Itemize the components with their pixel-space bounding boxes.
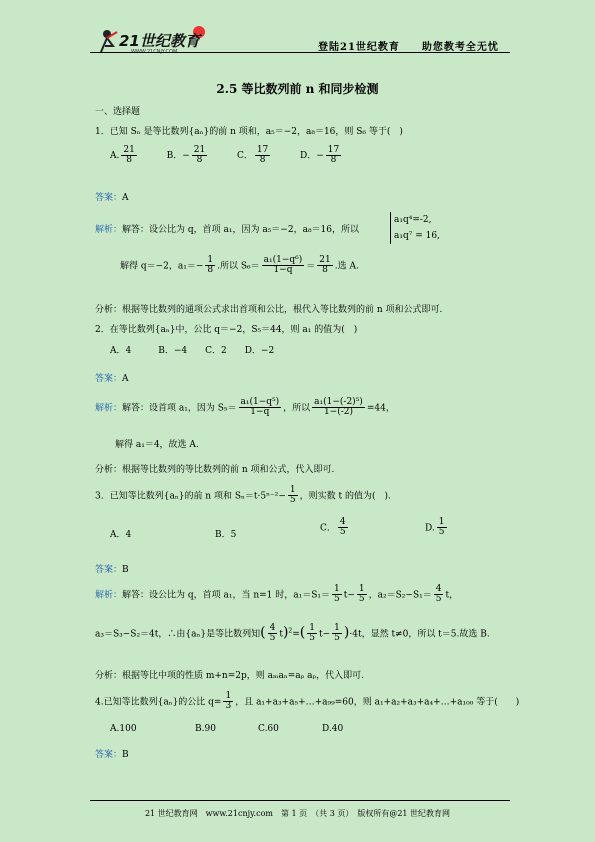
q1-analysis-line1: 解析：解答：设公比为 q，首项 a₁，因为 a₅＝−2，a₈＝16，所以 (95, 225, 360, 235)
page-title: 2.5 等比数列前 n 和同步检测 (216, 82, 379, 96)
q3-stem: 3．已知等比数列{aₙ}的前 n 项和 Sₙ＝t·5ⁿ⁻²− $\frac{1}{5}$ ，则实数 t 的值为( ). (95, 485, 391, 506)
q4-answer: 答案：B (95, 750, 129, 760)
q2-analysis-line1: 解析：解答：设首项 a₁，因为 S₅＝ $\frac{\text{a₁(1−q⁵)}}{1-q}$ ，所以 $\frac{\text{a₁(1−(-2)⁵)}}{1-(-2)}$ =44， (95, 397, 395, 418)
q1-options (110, 146, 343, 166)
q1-stem: 1．已知 Sₙ 是等比数列{aₙ}的前 n 项和，a₅＝−2，a₈＝16，则 S₆ 等于( ) (95, 127, 403, 137)
q4-option-b: B.90 (195, 724, 216, 734)
q1-option-c: C． $\frac{17}{8}$ (236, 145, 269, 166)
q1-analysis-line2: 解得 q＝−2，a₁＝− $\frac{1}{8}$ .所以 S₆＝ $\frac{\text{a₁(1−q⁶)}}{1-q}$ ＝ $\frac{21}{8}$ .选 A. (120, 255, 359, 276)
svg-text:21世纪教育: 21世纪教育 (119, 32, 200, 50)
q1-option-b: B．− $\frac{21}{8}$ (166, 145, 206, 166)
q1-note: 分析：根据等比数列的通项公式求出首项和公比，根代入等比数列的前 n 项和公式即可. (95, 305, 443, 315)
q2-answer: 答案：A (95, 374, 129, 384)
logo-graphic (95, 24, 215, 54)
section-heading: 一、选择题 (95, 107, 141, 117)
q4-option-a: A.100 (110, 724, 137, 734)
q4-option-c: C.60 (258, 724, 279, 734)
q3-option-c: C． $\frac{4}{5}$ (320, 517, 346, 538)
q2-options: A．4 B．−4 C．2 D．−2 (110, 346, 275, 356)
q1-answer: 答案：A (95, 193, 129, 203)
q2-analysis-line2: 解得 a₁＝4，故选 A. (115, 440, 199, 450)
header-slogan: 登陆21世纪教育 助您教考全无忧 (318, 42, 499, 53)
q3-answer: 答案：B (95, 565, 129, 575)
q3-option-a: A．4 (110, 530, 132, 540)
q1-option-d: D．− $\frac{17}{8}$ (300, 145, 340, 166)
q3-analysis-line2: a₃＝S₃−S₂＝4t，∴由{aₙ}是等比数列知( $\frac{4}{5}$ t)$^2$=( $\frac{1}{5}$ t− $\frac{1}{5}$ )·4t，显然 t≠0，所以 t＝5.故选 B. (95, 623, 490, 644)
q2-note: 分析：根据等比数列的等比数列的前 n 项和公式，代入即可. (95, 465, 335, 475)
q1-option-a: A. $\frac{21}{8}$ (110, 145, 135, 166)
q1-equation-system: a₁q⁴=-2, a₁q⁷ = 16, (390, 212, 440, 244)
q3-option-b: B．5 (215, 530, 237, 540)
q3-note: 分析：根据等比中项的性质 m+n=2p，则 aₘaₙ=aₚ aₚ，代入即可. (95, 671, 364, 681)
q3-analysis-line1: 解析：解答：设公比为 q，首项 a₁，当 n=1 时，a₁＝S₁＝ $\frac{1}{5}$ t− $\frac{1}{5}$ ，a₂＝S₂−S₁＝ $\frac{4}{5}$ t， (95, 584, 459, 605)
q3-option-d: D. $\frac{1}{5}$ (425, 517, 445, 538)
page-footer: 21 世纪教育网 www.21cnjy.com 第 1 页 （共 3 页） 版权所有@21 世纪教育网 (144, 809, 451, 818)
header-divider (90, 52, 510, 53)
q2-stem: 2．在等比数列{aₙ}中，公比 q＝−2，S₅＝44，则 a₁ 的值为( ) (95, 325, 358, 335)
svg-text:WWW.21CNJY.COM: WWW.21CNJY.COM (131, 49, 178, 54)
footer-divider (90, 800, 510, 801)
q4-stem: 4.已知等比数列{aₙ}的公比 q= $\frac{1}{3}$ ，且 a₁+a₃+a₅+…+a₉₉=60，则 a₁+a₂+a₃+a₄+…+a₁₀₀ 等于( ) (95, 691, 520, 712)
q4-option-d: D.40 (322, 724, 344, 734)
logo (95, 24, 215, 54)
